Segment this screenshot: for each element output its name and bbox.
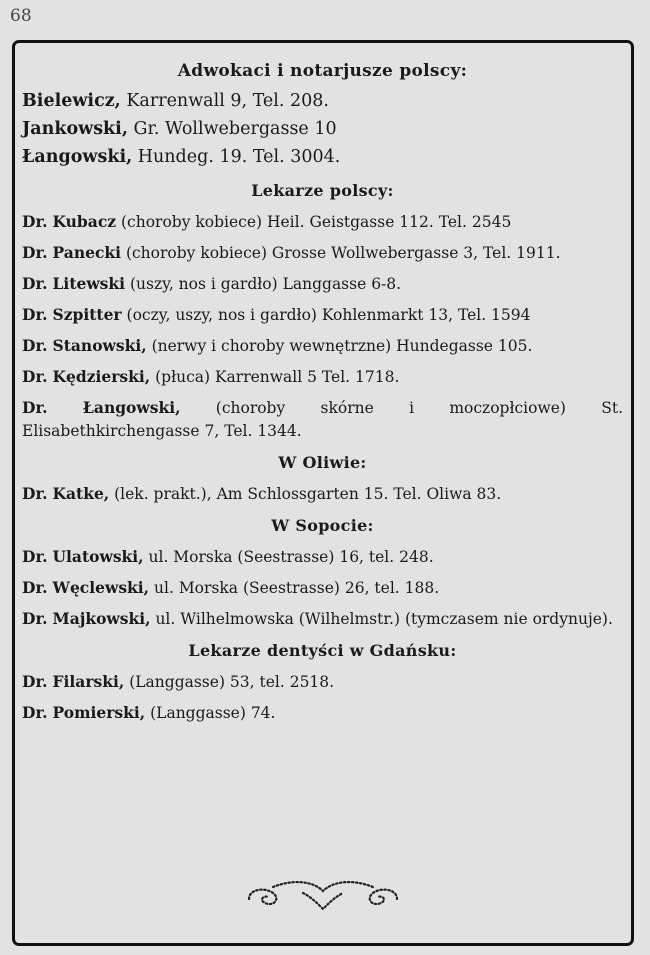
doctor-entry bbox=[22, 545, 623, 569]
title-prefix: Dr. bbox=[22, 547, 48, 566]
doctor-entry bbox=[22, 576, 623, 600]
doctor-entry bbox=[22, 272, 623, 296]
lawyer-entry bbox=[22, 143, 623, 171]
doctor-name: Pomierski, bbox=[52, 703, 146, 722]
title-prefix: Dr. bbox=[22, 305, 48, 324]
doctor-entry bbox=[22, 365, 623, 389]
lawyer-details: Karrenwall 9, Tel. 208. bbox=[120, 91, 329, 111]
doctor-entry bbox=[22, 241, 623, 265]
doctor-details: ul. Morska (Seestrasse) 26, tel. 188. bbox=[149, 579, 440, 597]
doctor-details: (nerwy i choroby wewnętrzne) Hundegasse 105. bbox=[146, 337, 533, 355]
doctor-name: Szpitter bbox=[52, 305, 122, 324]
title-prefix: Dr. bbox=[22, 243, 48, 262]
doctor-name: Ulatowski, bbox=[52, 547, 144, 566]
page-number: 68 bbox=[10, 6, 32, 26]
doctor-name: Litewski bbox=[52, 274, 126, 293]
doctor-details: ul. Wilhelmowska (Wilhelmstr.) (tymczasem nie ordynuje). bbox=[150, 610, 613, 628]
doctor-details: ul. Morska (Seestrasse) 16, tel. 248. bbox=[143, 548, 434, 566]
title-prefix: Dr. bbox=[22, 484, 48, 503]
doctor-name: Kędzierski, bbox=[52, 367, 151, 386]
lawyer-name: Jankowski, bbox=[22, 119, 128, 139]
doctor-entry bbox=[22, 701, 623, 725]
doctor-details: (płuca) Karrenwall 5 Tel. 1718. bbox=[150, 368, 400, 386]
doctor-details: (oczy, uszy, nos i gardło) Kohlenmarkt 13, Tel. 1594 bbox=[121, 306, 531, 324]
ornament-icon bbox=[243, 875, 403, 915]
lawyer-entry bbox=[22, 115, 623, 143]
doctor-entry bbox=[22, 396, 623, 443]
lawyer-entry bbox=[22, 87, 623, 115]
sopot-heading: W Sopocie: bbox=[271, 516, 374, 535]
doctor-details: (lek. prakt.), Am Schlossgarten 15. Tel. Oliwa 83. bbox=[109, 485, 502, 503]
lawyers-heading: Adwokaci i notarjusze polscy: bbox=[177, 61, 468, 81]
doctor-entry bbox=[22, 210, 623, 234]
title-prefix: Dr. bbox=[22, 578, 48, 597]
lawyer-details: Hundeg. 19. Tel. 3004. bbox=[132, 147, 341, 167]
doctor-name: Łangowski, bbox=[82, 398, 181, 417]
title-prefix: Dr. bbox=[22, 336, 48, 355]
title-prefix: Dr. bbox=[22, 367, 48, 386]
lawyer-name: Bielewicz, bbox=[22, 91, 121, 111]
doctor-entry bbox=[22, 334, 623, 358]
doctor-details: (Langgasse) 74. bbox=[145, 704, 276, 722]
title-prefix: Dr. bbox=[22, 212, 48, 231]
doctor-details: (Langgasse) 53, tel. 2518. bbox=[124, 673, 335, 691]
doctor-entry bbox=[22, 303, 623, 327]
doctor-name: Panecki bbox=[52, 243, 122, 262]
title-prefix: Dr. bbox=[22, 703, 48, 722]
doctor-name: Kubacz bbox=[52, 212, 117, 231]
doctor-entry bbox=[22, 670, 623, 694]
lawyer-name: Łangowski, bbox=[22, 147, 133, 167]
doctor-entry bbox=[22, 607, 623, 631]
oliwa-heading: W Oliwie: bbox=[278, 453, 367, 472]
doctor-details: (choroby kobiece) Grosse Wollwebergasse 3, Tel. 1911. bbox=[121, 244, 561, 262]
doctor-details: (choroby skórne i moczopłciowe) St. Elisabethkirchengasse 7, Tel. 1344. bbox=[22, 399, 623, 440]
doctor-entry bbox=[22, 482, 623, 506]
lawyer-details: Gr. Wollwebergasse 10 bbox=[127, 119, 337, 139]
doctor-name: Filarski, bbox=[52, 672, 125, 691]
doctor-name: Katke, bbox=[52, 484, 110, 503]
directory-frame bbox=[12, 40, 634, 946]
title-prefix: Dr. bbox=[22, 672, 48, 691]
doctor-name: Węclewski, bbox=[52, 578, 150, 597]
doctor-name: Stanowski, bbox=[52, 336, 147, 355]
dentists-heading: Lekarze dentyści w Gdańsku: bbox=[188, 641, 457, 660]
title-prefix: Dr. bbox=[22, 274, 48, 293]
title-prefix: Dr. bbox=[22, 609, 48, 628]
doctor-details: (uszy, nos i gardło) Langgasse 6-8. bbox=[125, 275, 402, 293]
title-prefix: Dr. bbox=[22, 398, 48, 417]
doctor-name: Majkowski, bbox=[52, 609, 151, 628]
doctor-details: (choroby kobiece) Heil. Geistgasse 112. Tel. 2545 bbox=[116, 213, 512, 231]
doctors-heading: Lekarze polscy: bbox=[251, 181, 394, 200]
